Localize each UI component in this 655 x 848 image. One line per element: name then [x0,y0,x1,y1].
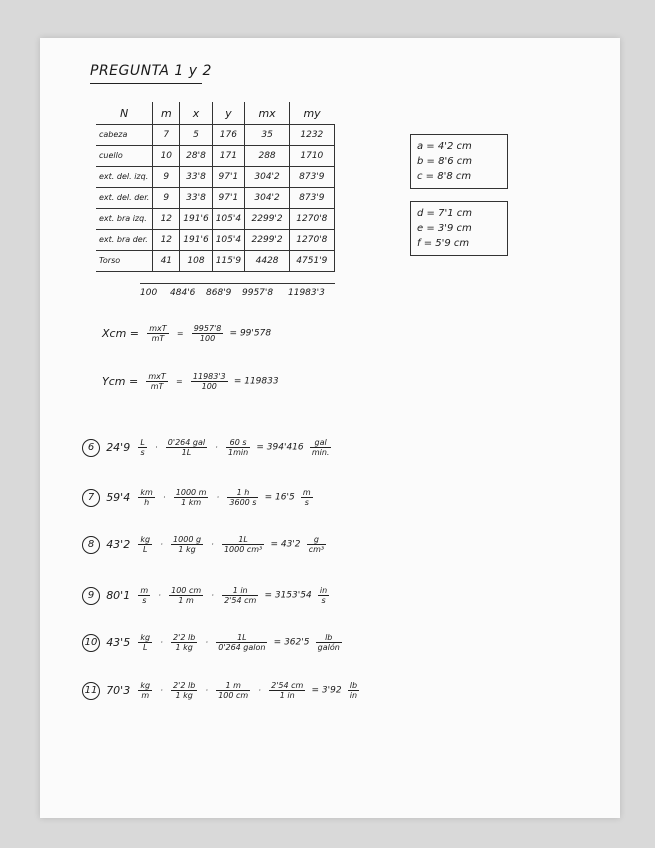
table-cell: cuello [96,146,153,167]
problem-8: 8 43'2 $\frac{kg}{L}$ · $\frac{1000 g}{1 kg}$ · $\frac{1L}{\text{1000 cm³}}$ = 43'2 $\frac{g}{\text{cm³}}$ [82,535,329,554]
fraction: $\frac{60 s}{1\min}$ [228,438,249,457]
table-cell: 33'8 [180,188,212,209]
table-cell: 105'4 [212,209,244,230]
table-header: mx [245,102,290,125]
ycm-formula: Ycm = $\frac{\text{mxT}}{mT}$ = $\frac{11983'3}{100}$ = 119833 [102,372,279,391]
table-row [96,188,334,209]
unit-fraction: $\frac{kg}{m}$ [140,681,151,700]
result: = 3153'54 [264,590,312,601]
table-cell: 35 [245,125,290,146]
table-header: m [153,102,180,125]
measurement-a: a = 4'2 cm [417,141,472,152]
title-underline [90,83,202,84]
table-cell: 191'6 [180,209,212,230]
table-row [96,230,334,251]
table-cell: 1710 [290,146,335,167]
table-cell: 873'9 [290,188,335,209]
table-header: N [96,102,153,125]
total-y: 868'9 [206,288,232,298]
unit-fraction: $\frac{kg}{L}$ [140,633,151,652]
problem-number: 8 [82,536,100,554]
table-header: x [180,102,212,125]
result-unit: $\frac{lb}{\text{galón}}$ [317,633,340,652]
table-cell: 4428 [245,251,290,272]
fraction: $\frac{11983'3}{100}$ [192,372,226,391]
problem-10: 10 43'5 $\frac{kg}{L}$ · $\frac{2'2 lb}{1 kg}$ · $\frac{1L}{\text{0'264 galon}}$ = 362'5 $\frac{lb}{\text{galón}}$ [82,633,345,652]
table-cell: 1232 [290,125,335,146]
measurement-b: b = 8'6 cm [417,156,472,167]
unit-fraction: $\frac{L}{s}$ [140,438,145,457]
measurement-d: d = 7'1 cm [417,208,472,219]
table-cell: 108 [180,251,212,272]
table-cell: 33'8 [180,167,212,188]
fraction: $\frac{2'54 cm}{1 in}$ [271,681,304,700]
unit-fraction: $\frac{m}{s}$ [140,586,149,605]
fraction: $\frac{1 in}{2'54 cm}$ [224,586,257,605]
table-cell: ext. bra der. [96,230,153,251]
table-cell: 5 [180,125,212,146]
table-cell: 304'2 [245,167,290,188]
fraction: $\frac{\text{0'264 gal}}{1L}$ [167,438,206,457]
table-cell: ext. bra izq. [96,209,153,230]
measurement-c: c = 8'8 cm [417,171,472,182]
result-unit: $\frac{\text{gal}}{\min.}$ [311,438,330,457]
fraction: $\frac{1L}{\text{1000 cm³}}$ [223,535,263,554]
table-cell: 873'9 [290,167,335,188]
table-cell: cabeza [96,125,153,146]
totals-rule [140,283,335,284]
problem-9: 9 80'1 $\frac{m}{s}$ · $\frac{100 cm}{1 m}$ · $\frac{1 in}{2'54 cm}$ = 3153'54 $\frac{in}{s}$ [82,586,332,605]
unit-fraction: $\frac{kg}{L}$ [140,535,151,554]
measurement-f: f = 5'9 cm [417,238,470,249]
table-cell: 2299'2 [245,230,290,251]
result: = 3'92 [311,685,342,696]
table-cell: 7 [153,125,180,146]
fraction: $\frac{100 cm}{1 m}$ [171,586,202,605]
problem-6: 6 24'9 $\frac{L}{s}$ · $\frac{\text{0'264 gal}}{1L}$ · $\frac{60 s}{1\min}$ = 394'416 $\frac{\text{gal}}{\min.}$ [82,438,334,457]
table-cell: 105'4 [212,230,244,251]
paper-sheet [40,38,620,818]
total-m: 100 [140,288,158,298]
result-unit: $\frac{g}{\text{cm³}}$ [308,535,325,554]
table-row [96,251,334,272]
fraction: $\frac{\text{mxT}}{mT}$ [149,324,167,343]
table-cell: 41 [153,251,180,272]
total-x: 484'6 [170,288,196,298]
table-row [96,167,334,188]
xcm-result: = 99'578 [229,328,272,339]
table-cell: 12 [153,209,180,230]
problem-number: 9 [82,587,100,605]
table-row [96,125,334,146]
table-row [96,146,334,167]
result: = 16'5 [264,492,295,503]
result-unit: $\frac{lb}{in}$ [349,681,358,700]
table-cell: 97'1 [212,188,244,209]
data-table [96,102,335,272]
table-cell: 1270'8 [290,209,335,230]
fraction: $\frac{1000 m}{1 km}$ [175,488,207,507]
page-title: PREGUNTA 1 y 2 [90,63,212,79]
result-unit: $\frac{m}{s}$ [302,488,311,507]
table-cell: 304'2 [245,188,290,209]
problem-7: 7 59'4 $\frac{km}{h}$ · $\frac{1000 m}{1 km}$ · $\frac{1 h}{3600 s}$ = 16'5 $\frac{m}{s}$ [82,488,316,507]
table-cell: 12 [153,230,180,251]
result: = 362'5 [273,637,310,648]
table-cell: 176 [212,125,244,146]
table-cell: 191'6 [180,230,212,251]
ycm-result: = 119833 [233,376,279,387]
fraction: $\frac{2'2 lb}{1 kg}$ [173,633,196,652]
table-cell: 97'1 [212,167,244,188]
fraction: $\frac{1000 g}{1 kg}$ [173,535,202,554]
problem-number: 10 [82,634,100,652]
fraction: $\frac{2'2 lb}{1 kg}$ [173,681,196,700]
table-header-row [96,102,334,125]
result: = 43'2 [270,539,301,550]
xcm-formula: Xcm = $\frac{\text{mxT}}{mT}$ = $\frac{9957'8}{100}$ = 99'578 [102,324,272,343]
measurements-box-abc [410,134,508,189]
table-header: y [212,102,244,125]
xcm-label: Xcm = [102,327,140,340]
table-cell: 9 [153,167,180,188]
fraction: $\frac{\text{mxT}}{mT}$ [148,372,166,391]
table-header: my [290,102,335,125]
table-cell: 4751'9 [290,251,335,272]
ycm-label: Ycm = [102,375,139,388]
table-cell: 9 [153,188,180,209]
table-cell: 288 [245,146,290,167]
table-cell: 10 [153,146,180,167]
table-cell: ext. del. der. [96,188,153,209]
table-cell: 171 [212,146,244,167]
fraction: $\frac{1 h}{3600 s}$ [229,488,257,507]
total-my: 11983'3 [288,288,325,298]
table-row [96,209,334,230]
problem-11: 11 70'3 $\frac{kg}{m}$ · $\frac{2'2 lb}{1 kg}$ · $\frac{1 m}{100 cm}$ · $\frac{2'54 cm}{1 in}$ = 3'92 $\frac{lb}{in}$ [82,681,362,700]
unit-fraction: $\frac{km}{h}$ [140,488,153,507]
fraction: $\frac{1 m}{100 cm}$ [218,681,249,700]
table-cell: 2299'2 [245,209,290,230]
table-cell: 28'8 [180,146,212,167]
table-cell: 1270'8 [290,230,335,251]
problem-number: 7 [82,489,100,507]
result-unit: $\frac{in}{s}$ [319,586,328,605]
result: = 394'416 [256,442,304,453]
table-cell: 115'9 [212,251,244,272]
table-cell: ext. del. izq. [96,167,153,188]
fraction: $\frac{1L}{\text{0'264 galon}}$ [218,633,266,652]
measurement-e: e = 3'9 cm [417,223,472,234]
total-mx: 9957'8 [242,288,274,298]
problem-number: 6 [82,439,100,457]
fraction: $\frac{9957'8}{100}$ [193,324,222,343]
measurements-box-def [410,201,508,256]
table-cell: Torso [96,251,153,272]
problem-number: 11 [82,682,100,700]
